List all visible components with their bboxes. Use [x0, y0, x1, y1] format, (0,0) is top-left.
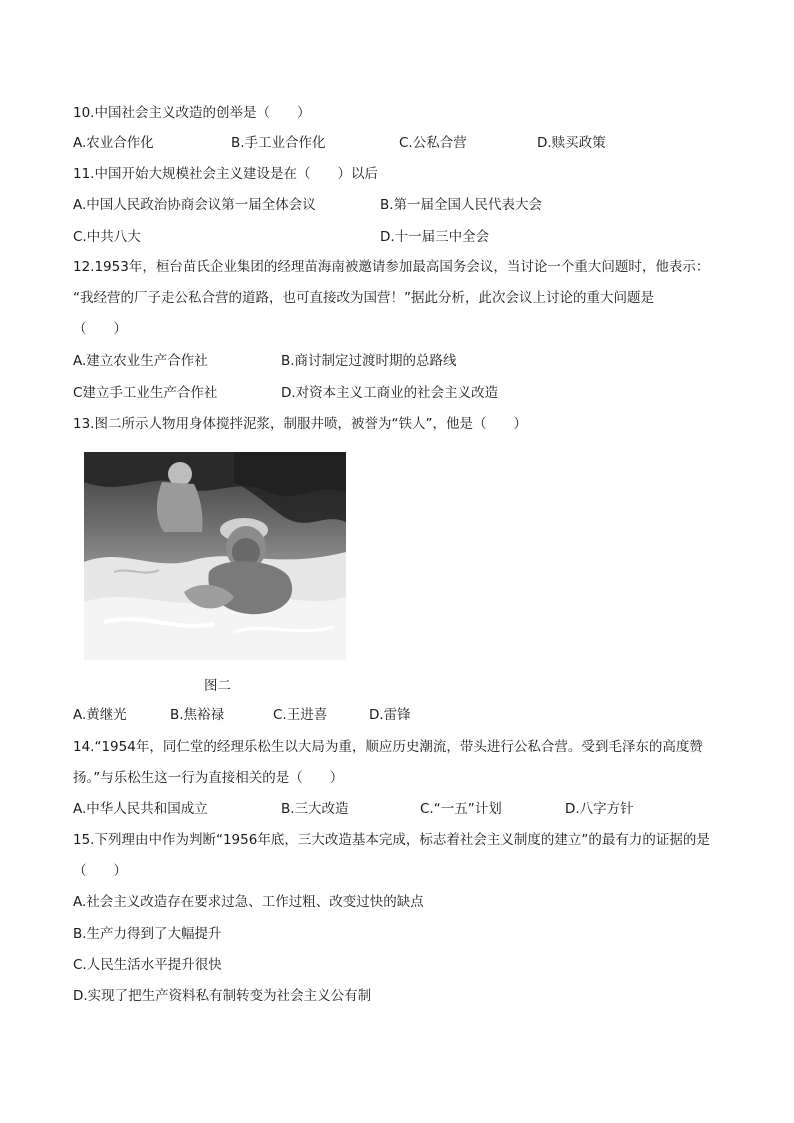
q14-stem-line-2: 扬。”与乐松生这一行为直接相关的是（ ）	[73, 770, 344, 786]
q15-option-b: B.生产力得到了大幅提升	[73, 926, 222, 942]
q10-stem: 10.中国社会主义改造的创举是（ ）	[73, 105, 311, 121]
q12-option-c: C建立手工业生产合作社	[73, 385, 218, 401]
q12-option-b: B.商讨制定过渡时期的总路线	[281, 353, 457, 369]
q15-stem-line-1: 15.下列理由中作为判断“1956年底，三大改造基本完成，标志着社会主义制度的建立”的最有力的证据的是	[73, 832, 710, 848]
q12-option-d: D.对资本主义工商业的社会主义改造	[281, 385, 499, 401]
q10-option-c: C.公私合营	[399, 135, 467, 151]
iron-man-photo-image	[84, 452, 346, 660]
figure-caption: 图二	[204, 678, 231, 694]
q13-option-a: A.黄继光	[73, 707, 127, 723]
q15-option-d: D.实现了把生产资料私有制转变为社会主义公有制	[73, 988, 372, 1004]
q13-stem: 13.图二所示人物用身体搅拌泥浆，制服井喷，被誉为“铁人”，他是（ ）	[73, 416, 527, 432]
q14-option-d: D.八字方针	[565, 801, 634, 817]
q15-stem-line-2: （ ）	[73, 863, 127, 879]
q14-option-b: B.三大改造	[281, 801, 349, 817]
q11-option-a: A.中国人民政治协商会议第一届全体会议	[73, 197, 316, 213]
q11-option-b: B.第一届全国人民代表大会	[380, 197, 543, 213]
q13-option-c: C.王进喜	[273, 707, 328, 723]
q11-option-c: C.中共八大	[73, 229, 141, 245]
iron-man-photo	[84, 452, 346, 660]
q15-option-a: A.社会主义改造存在要求过急、工作过粗、改变过快的缺点	[73, 894, 424, 910]
q12-stem-line-3: （ ）	[73, 321, 127, 337]
q13-option-d: D.雷锋	[369, 707, 411, 723]
q12-stem-line-1: 12.1953年，桓台苗氏企业集团的经理苗海南被邀请参加最高国务会议，当讨论一个重大问题时，他表示：	[73, 259, 710, 275]
q14-option-c: C.“一五”计划	[420, 801, 502, 817]
q14-stem-line-1: 14.“1954年，同仁堂的经理乐松生以大局为重，顺应历史潮流，带头进行公私合营。受到毛泽东的高度赞	[73, 739, 703, 755]
q10-option-d: D.赎买政策	[537, 135, 606, 151]
q12-option-a: A.建立农业生产合作社	[73, 353, 208, 369]
q10-option-b: B.手工业合作化	[231, 135, 326, 151]
q11-stem: 11.中国开始大规模社会主义建设是在（ ）以后	[73, 166, 378, 182]
q11-option-d: D.十一届三中全会	[380, 229, 490, 245]
q12-stem-line-2: “我经营的厂子走公私合营的道路，也可直接改为国营！”据此分析，此次会议上讨论的重大问题是	[73, 290, 654, 306]
q13-option-b: B.焦裕禄	[170, 707, 225, 723]
q10-option-a: A.农业合作化	[73, 135, 154, 151]
q15-option-c: C.人民生活水平提升很快	[73, 957, 222, 973]
q14-option-a: A.中华人民共和国成立	[73, 801, 208, 817]
